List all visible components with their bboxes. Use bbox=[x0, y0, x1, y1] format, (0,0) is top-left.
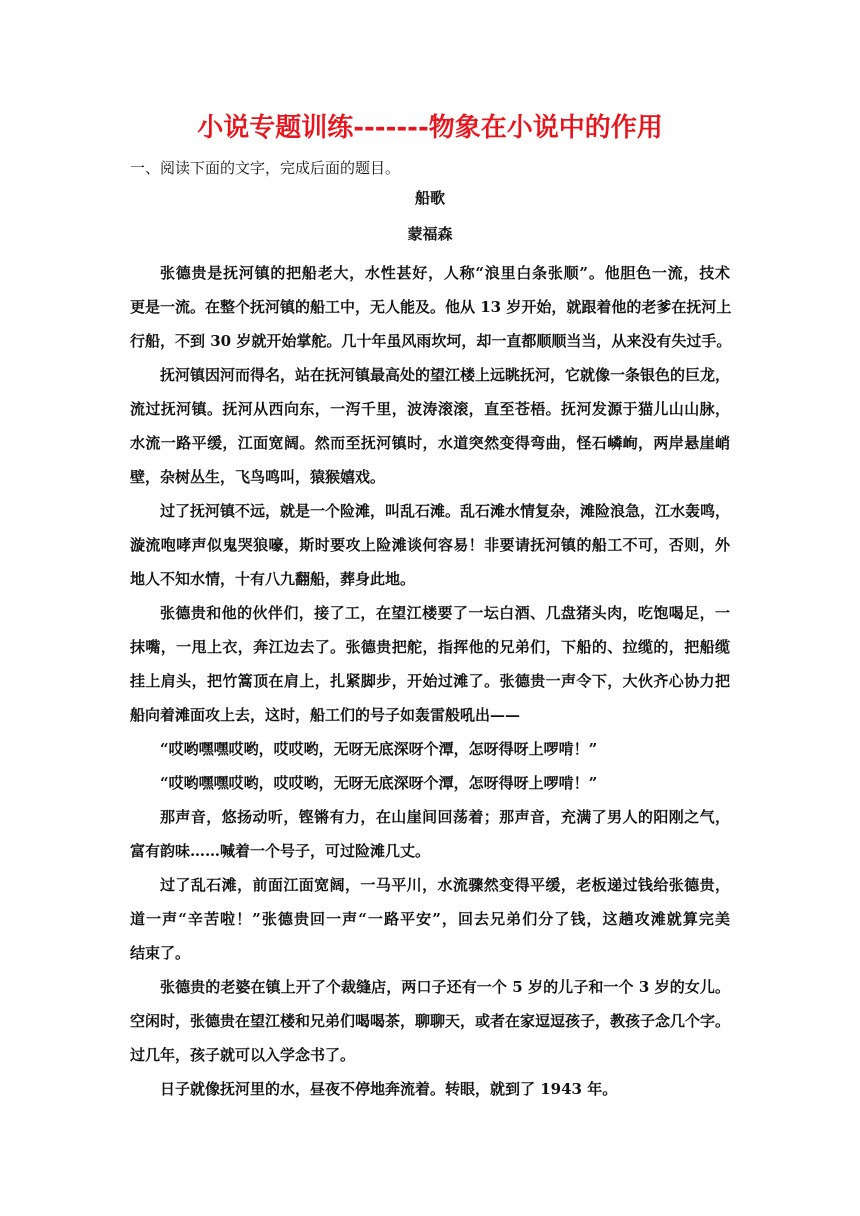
story-title: 船歌 bbox=[414, 189, 445, 207]
story-paragraph bbox=[130, 970, 730, 1072]
paragraph-line: 水流一路平缓，江面宽阔。然而至抚河镇时，水道突然变得弯曲，怪石嶙峋，两岸悬崖峭 bbox=[130, 434, 730, 452]
paragraph-line: 空闲时，张德贵在望江楼和兄弟们喝喝茶，聊聊天，或者在家逗逗孩子，教孩子念几个字。 bbox=[130, 1012, 731, 1030]
story-paragraph bbox=[130, 256, 730, 358]
story-paragraph bbox=[130, 766, 730, 800]
story-paragraph bbox=[130, 494, 730, 596]
story-paragraph bbox=[130, 596, 730, 732]
paragraph-line: 张德贵的老婆在镇上开了个裁缝店，两口子还有一个 5 岁的儿子和一个 3 岁的女儿。 bbox=[160, 978, 730, 996]
paragraph-line: 流过抚河镇。抚河从西向东，一泻千里，波涛滚滚，直至苍梧。抚河发源于猫儿山山脉， bbox=[130, 400, 730, 418]
story-paragraph bbox=[130, 868, 730, 970]
paragraph-line: 过了乱石滩，前面江面宽阔，一马平川，水流骤然变得平缓，老板递过钱给张德贵， bbox=[160, 876, 730, 894]
paragraph-line: 抹嘴，一甩上衣，奔江边去了。张德贵把舵，指挥他的兄弟们，下船的、拉缆的，把船缆 bbox=[130, 638, 730, 656]
paragraph-line: 富有韵味……喊着一个号子，可过险滩几丈。 bbox=[130, 842, 431, 860]
paragraph-line: 挂上肩头，把竹篙顶在肩上，扎紧脚步，开始过滩了。张德贵一声令下，大伙齐心协力把 bbox=[130, 672, 730, 690]
story-body bbox=[130, 256, 730, 1106]
paragraph-line: 过几年，孩子就可以入学念书了。 bbox=[130, 1046, 356, 1064]
story-paragraph bbox=[130, 800, 730, 868]
story-paragraph bbox=[130, 732, 730, 766]
paragraph-line: “哎哟嘿嘿哎哟，哎哎哟，无呀无底深呀个潭，怎呀得呀上啰啃！” bbox=[160, 740, 598, 758]
paragraph-line: 结束了。 bbox=[130, 944, 191, 962]
paragraph-line: 张德贵是抚河镇的把船老大，水性甚好，人称“浪里白条张顺”。他胆色一流，技术 bbox=[160, 264, 730, 282]
paragraph-line: 漩流咆哮声似鬼哭狼嚎，斯时要攻上险滩谈何容易！非要请抚河镇的船工不可，否则，外 bbox=[130, 536, 730, 554]
paragraph-line: 抚河镇因河而得名，站在抚河镇最高处的望江楼上远眺抚河，它就像一条银色的巨龙， bbox=[160, 366, 731, 384]
paragraph-line: 那声音，悠扬动听，铿锵有力，在山崖间回荡着；那声音，充满了男人的阳刚之气， bbox=[160, 808, 730, 826]
paragraph-line: 日子就像抚河里的水，昼夜不停地奔流着。转眼，就到了 1943 年。 bbox=[160, 1080, 618, 1098]
story-author: 蒙福森 bbox=[407, 225, 453, 243]
paragraph-line: 道一声“辛苦啦！”张德贵回一声“一路平安”，回去兄弟们分了钱，这趟攻滩就算完美 bbox=[130, 910, 730, 928]
paragraph-line: 更是一流。在整个抚河镇的船工中，无人能及。他从 13 岁开始，就跟着他的老爹在抚河上 bbox=[130, 298, 732, 316]
reading-instruction: 一、阅读下面的文字，完成后面的题目。 bbox=[130, 159, 401, 177]
paragraph-line: 地人不知水情，十有八九翻船，葬身此地。 bbox=[130, 570, 416, 588]
paragraph-line: 张德贵和他的伙伴们，接了工，在望江楼要了一坛白酒、几盘猪头肉，吃饱喝足，一 bbox=[160, 604, 730, 622]
story-paragraph bbox=[130, 1072, 730, 1106]
paragraph-line: 过了抚河镇不远，就是一个险滩，叫乱石滩。乱石滩水情复杂，滩险浪急，江水轰鸣， bbox=[160, 502, 731, 520]
story-paragraph bbox=[130, 358, 730, 494]
paragraph-line: 行船，不到 30 岁就开始掌舵。几十年虽风雨坎坷，却一直都顺顺当当，从来没有失过手。 bbox=[130, 332, 732, 350]
paragraph-line: 壁，杂树丛生，飞鸟鸣叫，猿猴嬉戏。 bbox=[130, 468, 386, 486]
paragraph-line: 船向着滩面攻上去，这时，船工们的号子如轰雷般吼出—— bbox=[130, 706, 521, 724]
document-title: 小说专题训练-------物象在小说中的作用 bbox=[197, 113, 663, 143]
paragraph-line: “哎哟嘿嘿哎哟，哎哎哟，无呀无底深呀个潭，怎呀得呀上啰啃！” bbox=[160, 774, 598, 792]
